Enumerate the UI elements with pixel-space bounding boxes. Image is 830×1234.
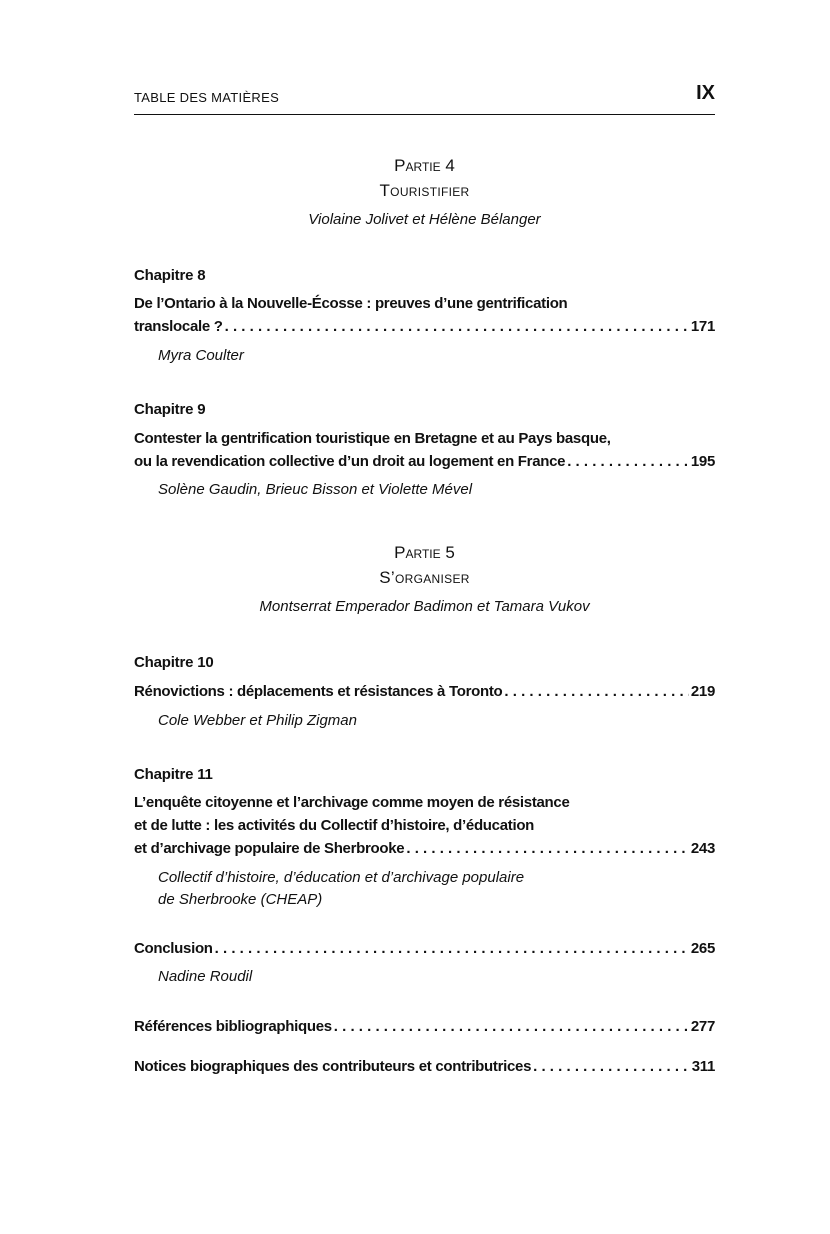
entry-page-number: 277: [690, 1018, 715, 1035]
part-editors: Violaine Jolivet et Hélène Bélanger: [308, 211, 541, 228]
part-label: Partie 4: [394, 156, 455, 175]
chapter-11-label: Chapitre 11: [134, 766, 213, 783]
chapter-8-authors: Myra Coulter: [158, 347, 244, 364]
toc-line: [134, 315, 715, 338]
chapter-title-line: et de lutte : les activités du Collectif d’histoire, d’éducation: [134, 817, 535, 834]
chapter-title-line: Rénovictions : déplacements et résistances à Toronto: [134, 683, 503, 700]
chapter-10-authors: Cole Webber et Philip Zigman: [158, 712, 357, 729]
entry-title: Conclusion: [134, 940, 213, 957]
chapter-8-entry[interactable]: [134, 292, 715, 338]
dot-leader: [334, 1015, 689, 1038]
biographies-entry[interactable]: [134, 1055, 715, 1078]
dot-leader: [504, 680, 688, 703]
chapter-10-entry[interactable]: [134, 680, 715, 703]
chapter-page-number: 219: [690, 683, 715, 700]
part-editors: Montserrat Emperador Badimon et Tamara Vukov: [259, 598, 590, 615]
running-title: TABLE DES MATIÈRES: [134, 90, 280, 105]
chapter-title-line: et d’archivage populaire de Sherbrooke: [134, 840, 405, 857]
chapter-title-line: translocale ?: [134, 318, 223, 335]
chapter-9-entry[interactable]: [134, 427, 715, 473]
references-entry[interactable]: [134, 1015, 715, 1038]
toc-line: [134, 1055, 715, 1078]
chapter-page-number: 171: [690, 318, 715, 335]
chapter-title-line: Contester la gentrification touristique en Bretagne et au Pays basque,: [134, 430, 611, 447]
author-line: Collectif d’histoire, d’éducation et d’archivage populaire: [158, 869, 525, 886]
chapter-page-number: 243: [690, 840, 715, 857]
chapter-page-number: 195: [690, 453, 715, 470]
toc-line: [134, 680, 715, 703]
conclusion-author: Nadine Roudil: [158, 968, 253, 985]
toc-line: [134, 837, 715, 860]
toc-line: [134, 450, 715, 473]
chapter-title-line: L’enquête citoyenne et l’archivage comme moyen de résistance: [134, 794, 570, 811]
page-number: IX: [696, 82, 715, 104]
part-title: Touristifier: [379, 181, 470, 200]
entry-title: Références bibliographiques: [134, 1018, 332, 1035]
part-label: Partie 5: [394, 543, 455, 562]
chapter-8-label: Chapitre 8: [134, 267, 206, 284]
dot-leader: [533, 1055, 690, 1078]
chapter-11-authors: [158, 867, 524, 911]
part-4-heading: [134, 154, 715, 232]
dot-leader: [225, 315, 689, 338]
chapter-10-label: Chapitre 10: [134, 654, 214, 671]
dot-leader: [406, 837, 689, 860]
chapter-title-line: De l’Ontario à la Nouvelle-Écosse : preuves d’une gentrification: [134, 295, 568, 312]
dot-leader: [567, 450, 689, 473]
chapter-11-entry[interactable]: [134, 791, 715, 860]
part-title: S’organiser: [379, 568, 470, 587]
entry-title: Notices biographiques des contributeurs et contributrices: [134, 1058, 532, 1075]
toc-line: [134, 1015, 715, 1038]
running-header: [134, 84, 715, 115]
chapter-9-authors: Solène Gaudin, Brieuc Bisson et Violette Mével: [158, 481, 473, 498]
entry-page-number: 265: [690, 940, 715, 957]
dot-leader: [215, 937, 689, 960]
entry-page-number: 311: [691, 1058, 715, 1075]
toc-line: [134, 937, 715, 960]
conclusion-entry[interactable]: [134, 937, 715, 960]
author-line: de Sherbrooke (CHEAP): [158, 891, 323, 908]
part-5-heading: [134, 541, 715, 619]
chapter-9-label: Chapitre 9: [134, 401, 206, 418]
chapter-title-line: ou la revendication collective d’un droit au logement en France: [134, 453, 566, 470]
